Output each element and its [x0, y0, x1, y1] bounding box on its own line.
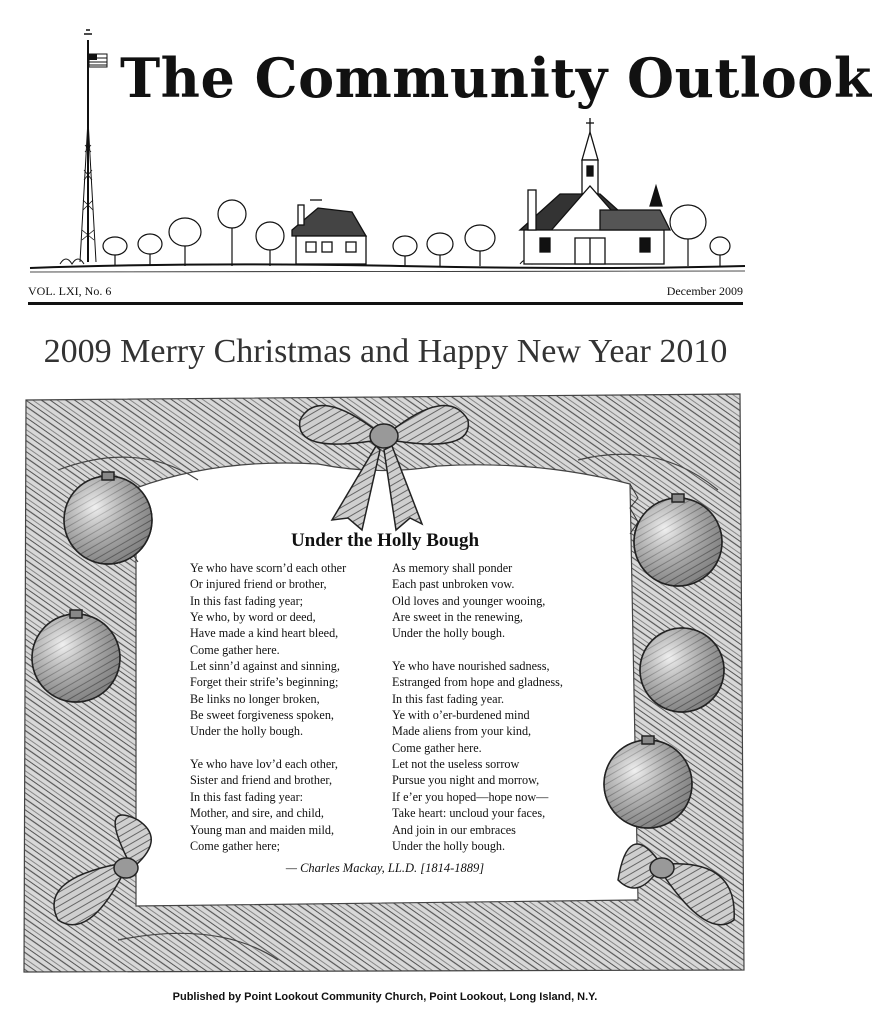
volume-number: VOL. LXI, No. 6	[28, 284, 112, 298]
poem-line: In this fast fading year:	[190, 789, 304, 804]
publisher-footer: Published by Point Lookout Community Church, Point Lookout, Long Island, N.Y.	[172, 991, 598, 1003]
garland-border	[18, 380, 750, 980]
poem-line: Mother, and sire, and child,	[190, 806, 324, 821]
poem-line: If e’er you hoped—hope now—	[392, 789, 549, 804]
poem-line: Ye who have scorn’d each other	[190, 561, 347, 575]
house-icon	[292, 200, 366, 264]
stanza-break	[190, 740, 346, 756]
newspaper-title: The Community Outlook	[120, 46, 872, 110]
poem-line: Young man and maiden mild,	[190, 822, 334, 837]
poem-title: Under the Holly Bough	[290, 530, 480, 551]
poem-line: In this fast fading year.	[392, 691, 505, 706]
header-rule	[28, 302, 743, 305]
poem-attribution: — Charles Mackay, LL.D. [1814-1889]	[285, 861, 485, 875]
poem-line: Ye who, by word or deed,	[190, 610, 316, 625]
flag-icon	[89, 54, 107, 67]
poem-right-column	[392, 560, 563, 854]
poem-line: Ye who have lov’d each other,	[190, 757, 338, 772]
poem-line: Be sweet forgiveness spoken,	[190, 708, 334, 723]
masthead-illustration	[0, 0, 872, 290]
poem-line: Or injured friend or brother,	[190, 577, 327, 592]
poem-line: Estranged from hope and gladness,	[392, 675, 563, 690]
poem-line: Come gather here.	[392, 740, 482, 755]
poem-line: Pursue you night and morrow,	[392, 773, 540, 788]
poem-left-column	[190, 560, 346, 854]
masthead	[0, 0, 872, 290]
poem-line: Under the holly bough.	[392, 626, 506, 641]
poem-line: Sister and friend and brother,	[190, 773, 332, 788]
poem-line: Let sinn’d against and sinning,	[190, 659, 340, 674]
issue-info-row	[28, 284, 743, 302]
poem-line: Have made a kind heart bleed,	[190, 626, 339, 641]
poem-line: Under the holly bough.	[392, 838, 506, 853]
poem-line: In this fast fading year;	[190, 593, 304, 608]
poem-line: Let not the useless sorrow	[392, 757, 520, 772]
poem-line: Ye with o’er-burdened mind	[392, 708, 530, 723]
holly-frame	[18, 380, 750, 980]
poem-line: Forget their strife’s beginning;	[190, 675, 339, 690]
poem-line: Under the holly bough.	[190, 724, 304, 739]
poem-line: Are sweet in the renewing,	[392, 610, 523, 625]
poem-line: And join in our embraces	[392, 822, 516, 837]
poem-line: Each past unbroken vow.	[392, 577, 515, 592]
poem-line: Come gather here.	[190, 642, 280, 657]
poem-line: Old loves and younger wooing,	[392, 593, 546, 608]
poem-line: Come gather here;	[190, 838, 281, 853]
stanza-break	[392, 642, 563, 658]
church-icon	[520, 118, 670, 264]
poem-line: Take heart: uncloud your faces,	[392, 806, 546, 821]
poem-line: Be links no longer broken,	[190, 691, 320, 706]
holiday-headline: 2009 Merry Christmas and Happy New Year 2010	[43, 333, 728, 370]
poem-line: As memory shall ponder	[392, 561, 513, 575]
poem-line: Ye who have nourished sadness,	[392, 659, 550, 674]
poem-line: Made aliens from your kind,	[392, 724, 532, 739]
issue-date: December 2009	[666, 284, 743, 298]
